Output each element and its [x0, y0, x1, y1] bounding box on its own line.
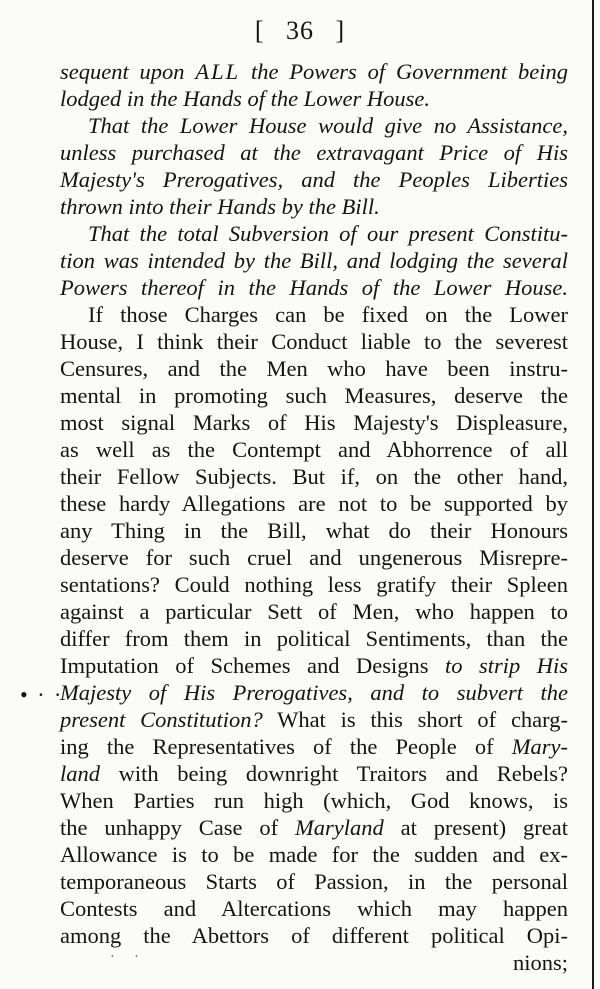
- text-line: If those Charges can be fixed on the Lower: [88, 302, 568, 327]
- page-header: [0, 16, 600, 46]
- text-line: temporaneous Starts of Passion, in the personal: [60, 869, 568, 894]
- text-line: any Thing in the Bill, what do their Honours: [60, 518, 568, 543]
- text-line: thrown into their Hands by the Bill.: [60, 194, 380, 219]
- text-line: Powers thereof in the Hands of the Lower House.: [60, 275, 568, 300]
- text-line: ing the Representatives of the People of Mary-: [60, 734, 568, 759]
- text-line: Allowance is to be made for the sudden and ex-: [60, 842, 568, 867]
- body-text: [60, 58, 568, 976]
- text-line: Imputation of Schemes and Designs to strip His: [60, 653, 568, 678]
- text-line: Majesty of His Prerogatives, and to subvert the: [60, 680, 568, 705]
- page-specks: · ·: [110, 950, 147, 965]
- text-line: Contests and Altercations which may happen: [60, 896, 568, 921]
- text-line: That the Lower House would give no Assistance,: [88, 113, 568, 138]
- text-line: among the Abettors of different political Opi-: [60, 923, 568, 948]
- text-line: nions;: [512, 950, 568, 975]
- margin-ink-marks: • · ·: [20, 682, 64, 707]
- text-line: these hardy Allegations are not to be supported by: [60, 491, 568, 516]
- text-line: most signal Marks of His Majesty's Displeasure,: [60, 410, 568, 435]
- text-line: land with being downright Traitors and Rebels?: [60, 761, 568, 786]
- text-line: sentations? Could nothing less gratify their Spleen: [60, 572, 568, 597]
- text-line: as well as the Contempt and Abhorrence of all: [60, 437, 568, 462]
- page-number: 36: [286, 16, 314, 45]
- page-edge-line: [592, 0, 594, 989]
- text-line: mental in promoting such Measures, deserve the: [60, 383, 568, 408]
- text-line: sequent upon ALL the Powers of Government being: [60, 59, 568, 84]
- text-line: differ from them in political Sentiments, than the: [60, 626, 568, 651]
- text-line: deserve for such cruel and ungenerous Misrepre-: [60, 545, 568, 570]
- text-line: against a particular Sett of Men, who happen to: [60, 599, 568, 624]
- text-line: House, I think their Conduct liable to the severest: [60, 329, 568, 354]
- text-line: present Constitution? What is this short of charg-: [60, 707, 568, 732]
- header-close-bracket: ]: [335, 16, 346, 45]
- text-line: tion was intended by the Bill, and lodging the several: [60, 248, 568, 273]
- text-line: unless purchased at the extravagant Price of His: [60, 140, 568, 165]
- text-line: Majesty's Prerogatives, and the Peoples Liberties: [60, 167, 568, 192]
- text-line: the unhappy Case of Maryland at present) great: [60, 815, 568, 840]
- text-line: their Fellow Subjects. But if, on the other hand,: [60, 464, 568, 489]
- text-line: That the total Subversion of our present Constitu-: [88, 221, 568, 246]
- text-line: When Parties run high (which, God knows, is: [60, 788, 568, 813]
- text-line: lodged in the Hands of the Lower House.: [60, 86, 430, 111]
- text-line: Censures, and the Men who have been instru-: [60, 356, 568, 381]
- header-open-bracket: [: [254, 16, 265, 45]
